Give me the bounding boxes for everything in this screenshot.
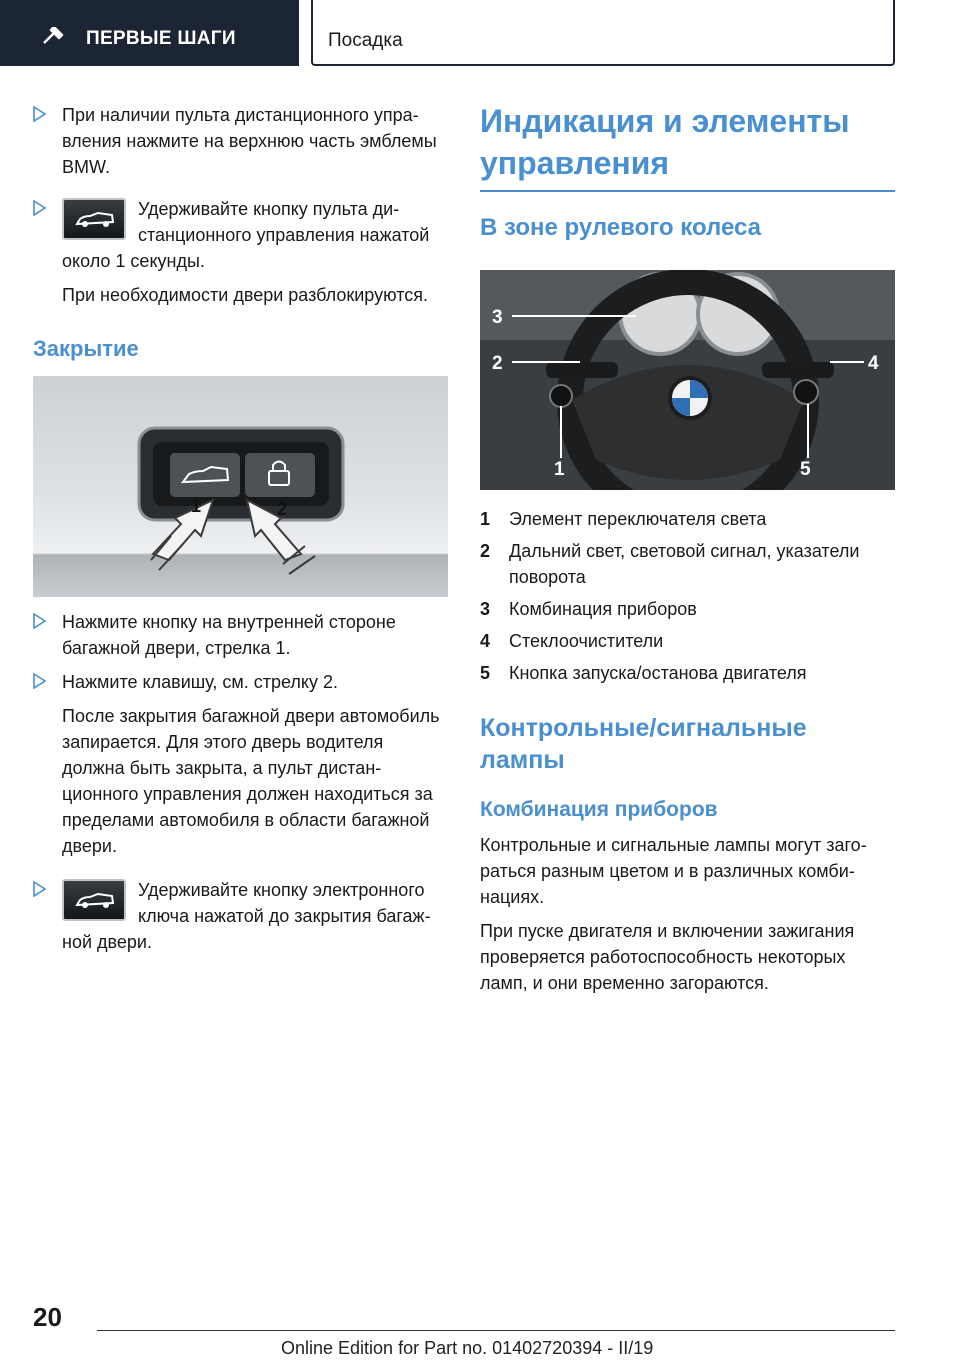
photo-label: 3 bbox=[492, 307, 503, 328]
triangle-bullet-icon bbox=[33, 612, 47, 630]
instruction-text: Нажмите клавишу, см. стрелку 2. bbox=[62, 672, 339, 692]
header-section-title: ПЕРВЫЕ ШАГИ bbox=[86, 28, 236, 49]
header-chapter-title: Посадка bbox=[328, 30, 403, 51]
page-number: 20 bbox=[33, 1302, 62, 1332]
trunk-button-icon bbox=[62, 198, 126, 240]
photo-label: 1 bbox=[554, 459, 565, 480]
list-item bbox=[33, 102, 448, 180]
section-heading-steering: В зоне рулевого колеса bbox=[480, 214, 761, 241]
footer-edition: Online Edition for Part no. 01402720394 - II/19 bbox=[281, 1338, 654, 1358]
left-column bbox=[33, 102, 448, 955]
body-text: Контрольные и сигнальные лампы могут загораться разным цветом и в различных комбинациях. bbox=[480, 835, 867, 907]
list-item bbox=[33, 609, 448, 661]
triangle-bullet-icon bbox=[33, 199, 47, 217]
photo-label: 2 bbox=[277, 499, 288, 519]
right-column bbox=[480, 100, 895, 996]
photo-label: 4 bbox=[868, 353, 879, 374]
list-item: 1 Элемент переключателя света bbox=[480, 509, 767, 529]
list-item: 3 Комбинация приборов bbox=[480, 599, 697, 619]
photo-label: 1 bbox=[191, 496, 202, 516]
subsection-heading-cluster: Комбинация приборов bbox=[480, 798, 718, 821]
steering-wheel-photo bbox=[480, 270, 895, 490]
body-text: При пуске двигателя и включении зажигания проверяется работоспособность некоторых ламп, и они временно загораются. bbox=[480, 921, 855, 993]
list-item bbox=[33, 669, 448, 695]
instruction-text: Нажмите кнопку на внутренней стороне багажной двери, стрелка 1. bbox=[62, 612, 396, 658]
triangle-bullet-icon bbox=[33, 105, 47, 123]
triangle-bullet-icon bbox=[33, 672, 47, 690]
legend-list bbox=[480, 506, 895, 686]
list-item: 5 Кнопка запуска/останова двигателя bbox=[480, 663, 807, 683]
list-item bbox=[33, 877, 448, 955]
note-text: При необходимости двери разблокируются. bbox=[62, 285, 428, 305]
title-divider bbox=[480, 190, 895, 192]
trunk-buttons-photo bbox=[33, 376, 448, 597]
car-key-icon bbox=[42, 27, 64, 45]
list-item: 4 Стеклоочистители bbox=[480, 631, 664, 651]
trunk-button-icon bbox=[62, 879, 126, 921]
instruction-text: При наличии пульта дистанционного управления нажмите на верхнюю часть эмблемы BMW. bbox=[62, 105, 437, 177]
note-text: После закрытия багажной двери автомобиль запирается. Для этого дверь водителя должна быть закрыта, а пульт дистанционного управления должен находиться за пределами автомобиля в области багажной двери. bbox=[62, 706, 440, 856]
instruction-text: Удерживайте кнопку электронного ключа нажатой до закрытия багажной двери. bbox=[62, 880, 431, 952]
page-title: Индикация и элементы управления bbox=[480, 103, 850, 181]
instruction-text: Удерживайте кнопку пульта дистанционного управления нажатой около 1 секунды. bbox=[62, 199, 430, 271]
header-chapter-box bbox=[311, 0, 895, 66]
section-heading-lamps: Контрольные/сигнальные лампы bbox=[480, 714, 807, 774]
list-item: 2 Дальний свет, световой сигнал, указатели поворота bbox=[480, 541, 860, 587]
list-item bbox=[33, 196, 448, 274]
section-heading-closing: Закрытие bbox=[33, 336, 139, 361]
header-section-tab bbox=[0, 0, 299, 66]
photo-label: 5 bbox=[800, 459, 811, 480]
photo-label: 2 bbox=[492, 353, 503, 374]
triangle-bullet-icon bbox=[33, 880, 47, 898]
footer-divider bbox=[97, 1330, 895, 1331]
